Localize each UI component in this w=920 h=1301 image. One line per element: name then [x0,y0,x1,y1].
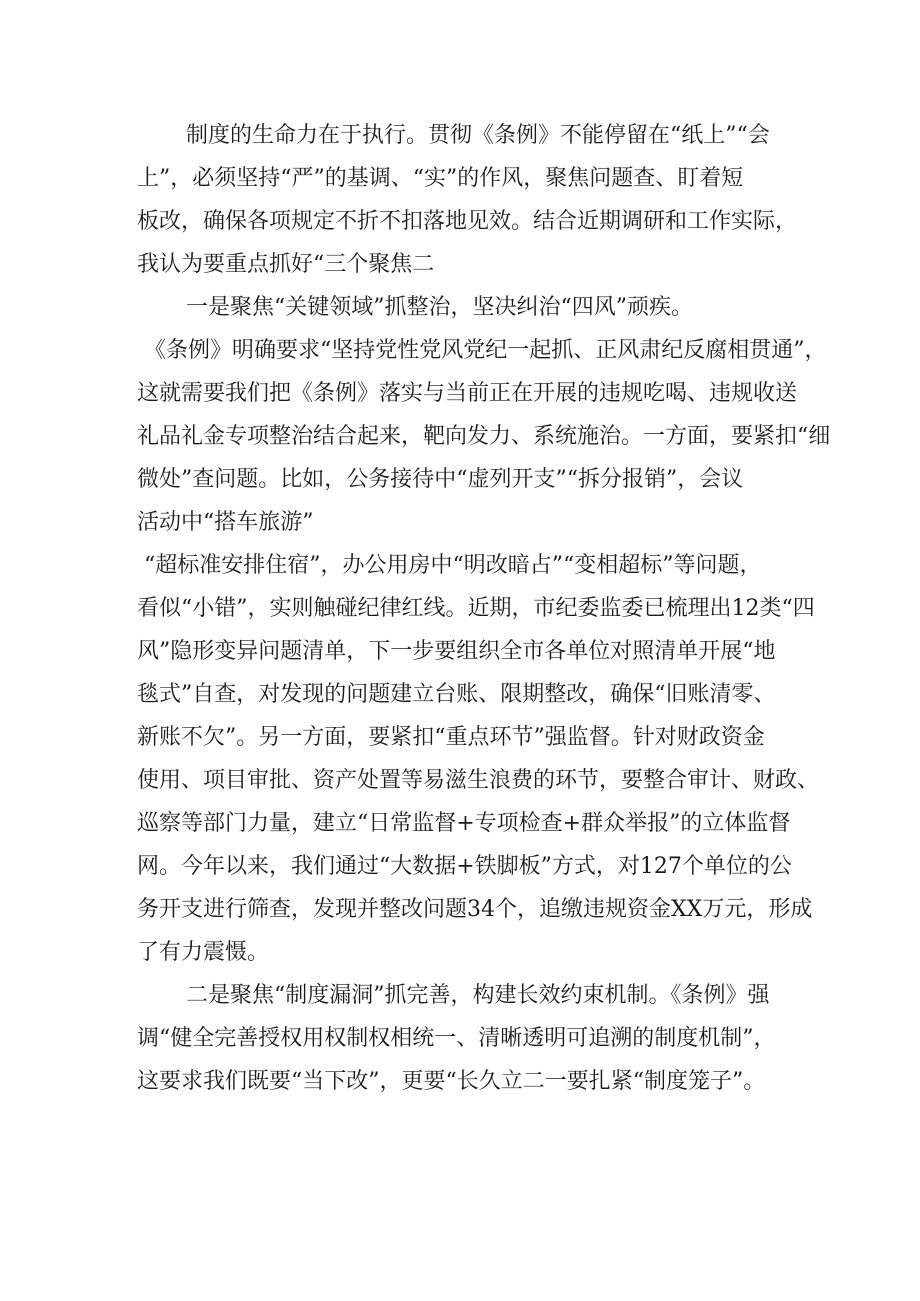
text-line: 二是聚焦“制度漏洞”抓完善，构建长效约束机制。《条例》强 [186,983,770,1008]
text-line: 微处”查问题。比如，公务接待中“虚列开支”“拆分报销”，会议 [137,467,744,492]
text-line: 巡察等部门力量，建立“日常监督+专项检查+群众举报”的立体监督 [137,811,791,836]
text-line: 板改，确保各项规定不折不扣落地见效。结合近期调研和工作实际， [137,209,798,234]
text-line: “超标准安排住宿”，办公用房中“明改暗占”“变相超标”等问题， [144,553,762,578]
text-line: 制度的生命力在于执行。贯彻《条例》不能停留在“纸上”“会 [186,123,770,148]
text-line: 了有力震慑。 [137,940,270,965]
text-line: 调“健全完善授权用权制权相统一、清晰透明可追溯的制度机制”， [137,1026,776,1051]
text-line: 这就需要我们把《条例》落实与当前正在开展的违规吃喝、违规收送 [137,381,798,406]
text-line: 礼品礼金专项整治结合起来，靶向发力、系统施治。一方面，要紧扣“细 [137,424,831,449]
text-line: 我认为要重点抓好“三个聚焦二 [137,252,435,277]
text-line: 新账不欠”。另一方面，要紧扣“重点环节”强监督。针对财政资金 [137,725,765,750]
text-line: 《条例》明确要求“坚持党性党风党纪一起抓、正风肃纪反腐相贯通”， [144,338,827,363]
text-line: 这要求我们既要“当下改”，更要“长久立二一要扎紧“制度笼子”。 [137,1069,766,1094]
text-line: 一是聚焦“关键领域”抓整治，坚决纠治“四风”顽疾。 [186,295,693,320]
text-line: 上”，必须坚持“严”的基调、“实”的作风，聚焦问题查、盯着短 [137,166,744,191]
text-line: 风”隐形变异问题清单，下一步要组织全市各单位对照清单开展“地 [137,639,776,664]
text-line: 活动中“搭车旅游” [137,510,314,535]
text-line: 毯式”自查，对发现的问题建立台账、限期整改，确保“旧账清零、 [137,682,776,707]
text-line: 看似“小错”，实则触碰纪律红线。近期，市纪委监委已梳理出12类“四 [137,596,815,621]
text-line: 务开支进行筛查，发现并整改问题34个，追缴违规资金XX万元，形成 [137,897,813,922]
text-line: 使用、项目审批、资产处置等易滋生浪费的环节，要整合审计、财政、 [137,768,820,793]
text-line: 网。今年以来，我们通过“大数据+铁脚板”方式，对127个单位的公 [137,854,792,879]
